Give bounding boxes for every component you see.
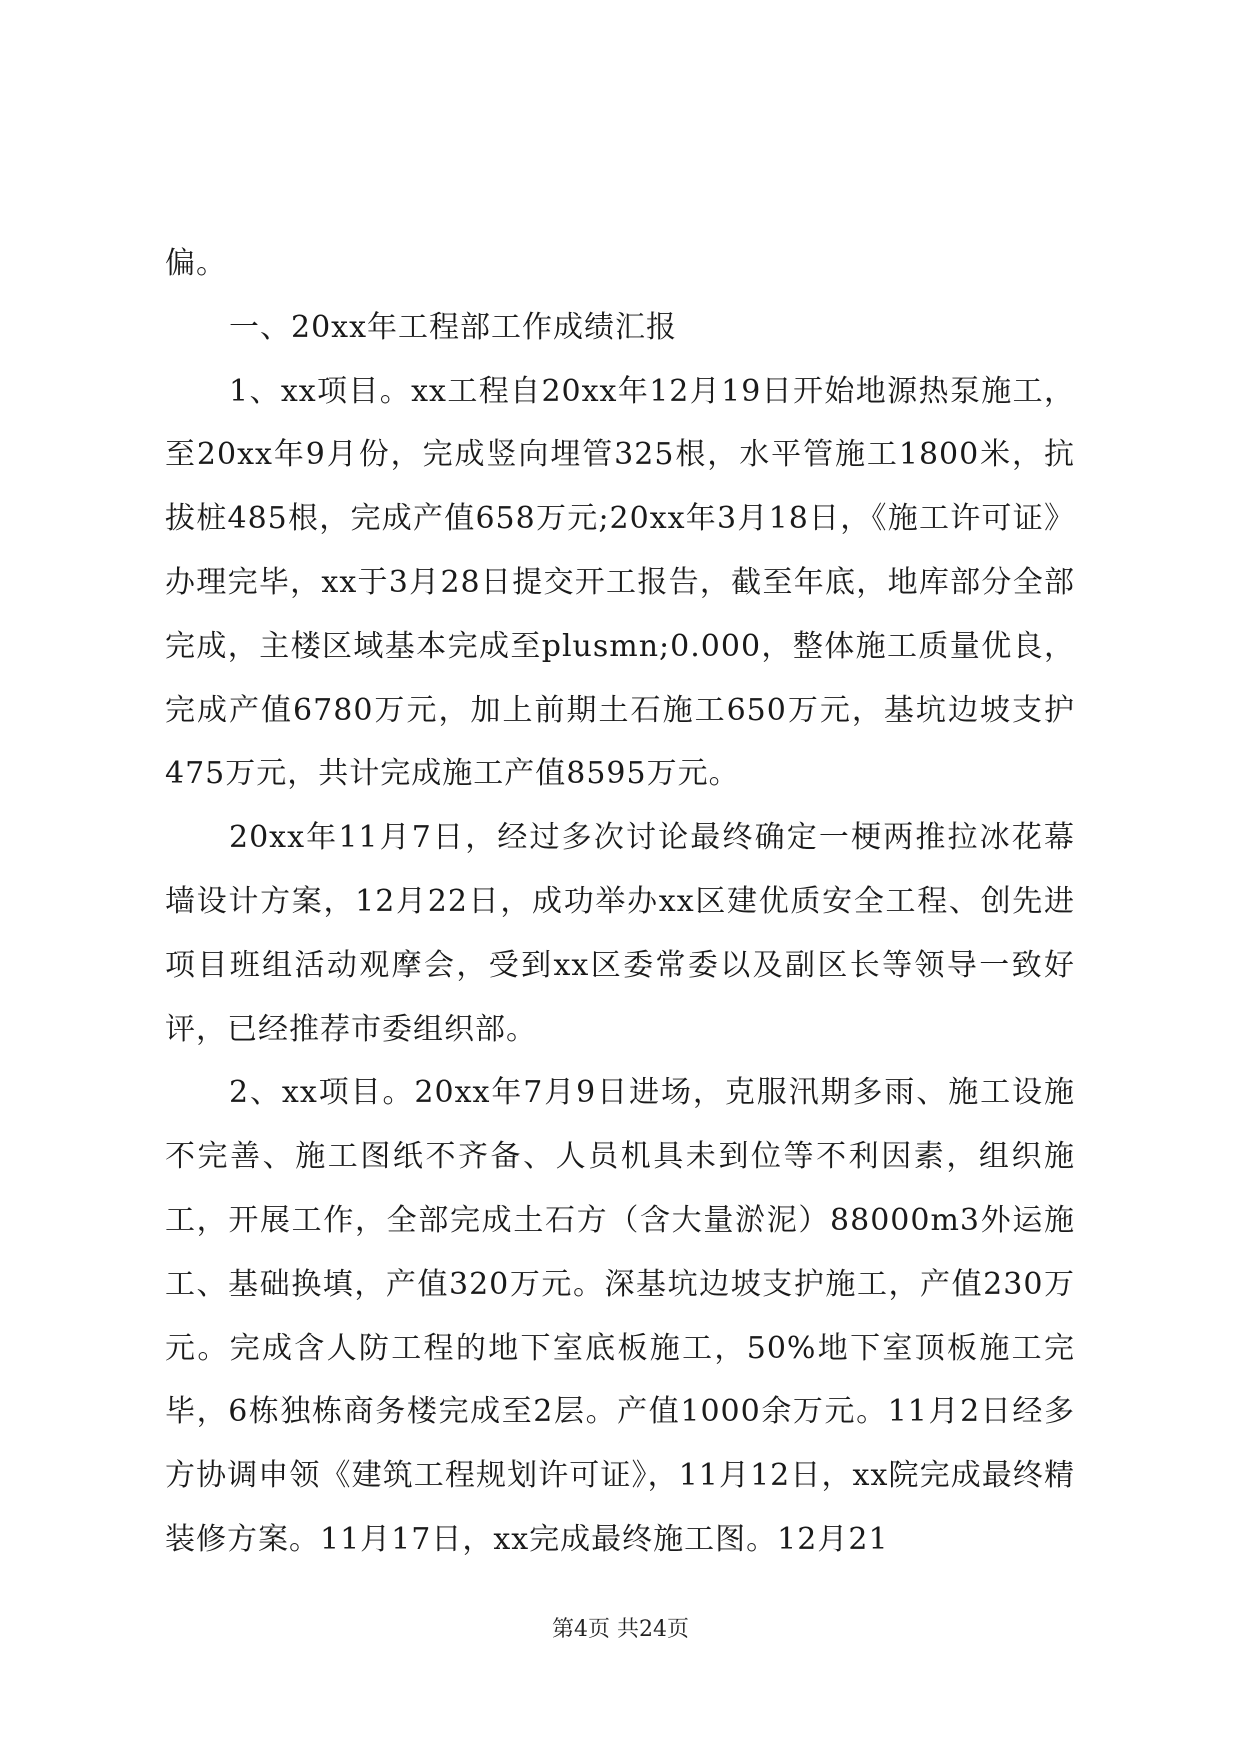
document-body bbox=[165, 232, 1075, 1572]
section-heading: 一、20xx年工程部工作成绩汇报 bbox=[229, 309, 678, 345]
page-number: 第4页 共24页 bbox=[552, 1617, 689, 1642]
paragraph-project-1: 1、xx项目。xx工程自20xx年12月19日开始地源热泵施工，至20xx年9月份，完成竖向埋管325根，水平管施工1800米，抗拔桩485根，完成产值658万元;20xx年3月18日，《施工许可证》办理完毕，xx于3月28日提交开工报告，截至年底，地库部分全部完成，主楼区域基本完成至plusmn;0.000，整体施工质量优良，完成产值6780万元，加上前期土石施工650万元，基坑边坡支护475万元，共计完成施工产值8595万元。 bbox=[165, 373, 1075, 792]
page-footer bbox=[0, 1612, 1241, 1643]
paragraph-project-1-followup: 20xx年11月7日，经过多次讨论最终确定一梗两推拉冰花幕墙设计方案，12月22日，成功举办xx区建优质安全工程、创先进项目班组活动观摩会，受到xx区委常委以及副区长等领导一致好评，已经推荐市委组织部。 bbox=[165, 820, 1075, 1047]
paragraph-project-2: 2、xx项目。20xx年7月9日进场，克服汛期多雨、施工设施不完善、施工图纸不齐备、人员机具未到位等不利因素，组织施工，开展工作，全部完成土石方（含大量淤泥）88000m3外运施工、基础换填，产值320万元。深基坑边坡支护施工，产值230万元。完成含人防工程的地下室底板施工，50%地下室顶板施工完毕，6栋独栋商务楼完成至2层。产值1000余万元。11月2日经多方协调申领《建筑工程规划许可证》，11月12日，xx院完成最终精装修方案。11月17日，xx完成最终施工图。12月21 bbox=[165, 1075, 1075, 1557]
paragraph-continuation: 偏。 bbox=[165, 246, 227, 281]
